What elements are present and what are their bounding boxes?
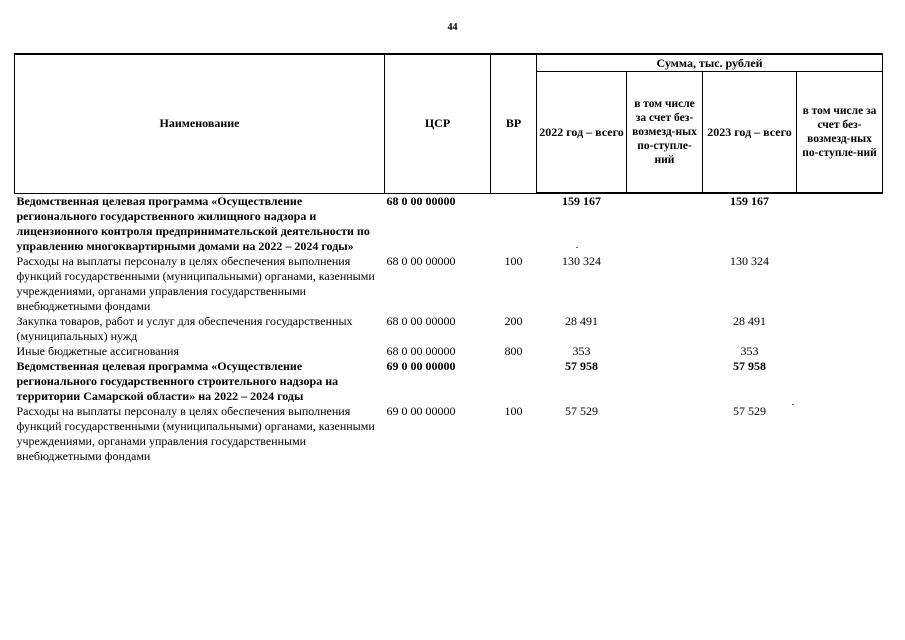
header-sum-group: Сумма, тыс. рублей — [537, 54, 883, 72]
header-name: Наименование — [15, 54, 385, 193]
row-2022-free — [627, 359, 703, 404]
row-csr: 68 0 00 00000 — [386, 253, 456, 268]
row-2022-total: 159 167 — [562, 194, 601, 208]
row-2022-free — [627, 344, 703, 359]
row-2022-total: 28 491 — [565, 313, 598, 328]
row-2023-free — [797, 359, 883, 404]
row-2022-free — [627, 314, 703, 344]
header-2022-total: 2022 год – всего — [537, 72, 627, 194]
row-csr: 68 0 00 00000 — [386, 313, 456, 328]
row-2023-total: 57 958 — [733, 358, 766, 373]
row-2023-total: 57 529 — [733, 403, 766, 418]
table-row — [15, 314, 883, 344]
scan-speck — [792, 404, 794, 405]
row-2023-free — [797, 344, 883, 359]
table-row — [15, 359, 883, 404]
table-row — [15, 404, 883, 464]
row-vr: 800 — [504, 343, 523, 358]
row-2022-total: 57 529 — [565, 403, 598, 418]
row-2022-free — [627, 254, 703, 314]
row-2023-free — [797, 314, 883, 344]
table-row — [15, 254, 883, 314]
header-2023-free: в том числе за счет без-возмезд-ных по-ступле-ний — [797, 72, 883, 194]
table-row — [15, 344, 883, 359]
row-2023-total: 353 — [740, 343, 759, 358]
row-csr: 69 0 00 00000 — [386, 403, 456, 418]
row-vr: 100 — [504, 403, 523, 418]
row-2022-total: 130 324 — [562, 253, 601, 268]
row-2023-free — [797, 254, 883, 314]
scan-speck — [576, 247, 578, 248]
row-2022-total: 57 958 — [565, 358, 598, 373]
row-name: Ведомственная целевая программа «Осуществление регионального государственного жилищного надзора и лицензионного контроля предпринимательской деятельности по управлению многоквартирными домами на 2022 – 2024 годы» — [16, 193, 370, 253]
row-name: Расходы на выплаты персоналу в целях обеспечения выполнения функций государственными (муниципальными) органами, казенными учреждениями, органами управления государственными внебюджетными фондами — [16, 403, 375, 463]
row-2022-total: 353 — [572, 343, 591, 358]
header-2022-free: в том числе за счет без-возмезд-ных по-ступле-ний — [627, 72, 703, 194]
row-csr: 69 0 00 00000 — [386, 358, 456, 373]
row-csr: 68 0 00 00000 — [386, 193, 456, 208]
row-vr — [491, 359, 537, 404]
row-vr: 200 — [504, 313, 523, 328]
header-csr: ЦСР — [385, 54, 491, 193]
row-2023-total: 28 491 — [733, 313, 766, 328]
row-2023-total: 159 167 — [730, 194, 769, 208]
table-row — [15, 193, 883, 254]
row-2022-free — [627, 193, 703, 254]
budget-table — [14, 53, 883, 464]
row-name: Расходы на выплаты персоналу в целях обеспечения выполнения функций государственными (муниципальными) органами, казенными учреждениями, органами управления государственными внебюджетными фондами — [16, 253, 375, 313]
row-2023-total: 130 324 — [730, 253, 769, 268]
row-2023-free — [797, 404, 883, 464]
row-name: Ведомственная целевая программа «Осуществление регионального государственного строительного надзора на территории Самарской области» на 2022 – 2024 годы — [16, 358, 339, 403]
row-2022-free — [627, 404, 703, 464]
row-csr: 68 0 00 00000 — [386, 343, 456, 358]
header-vr: ВР — [491, 54, 537, 193]
row-name: Закупка товаров, работ и услуг для обеспечения государственных (муниципальных) нужд — [16, 313, 353, 343]
page-number: 44 — [447, 22, 458, 33]
row-2023-free — [797, 193, 883, 254]
header-2023-total: 2023 год – всего — [703, 72, 797, 194]
row-vr — [491, 193, 537, 254]
row-vr: 100 — [504, 253, 523, 268]
row-name: Иные бюджетные ассигнования — [16, 343, 179, 358]
